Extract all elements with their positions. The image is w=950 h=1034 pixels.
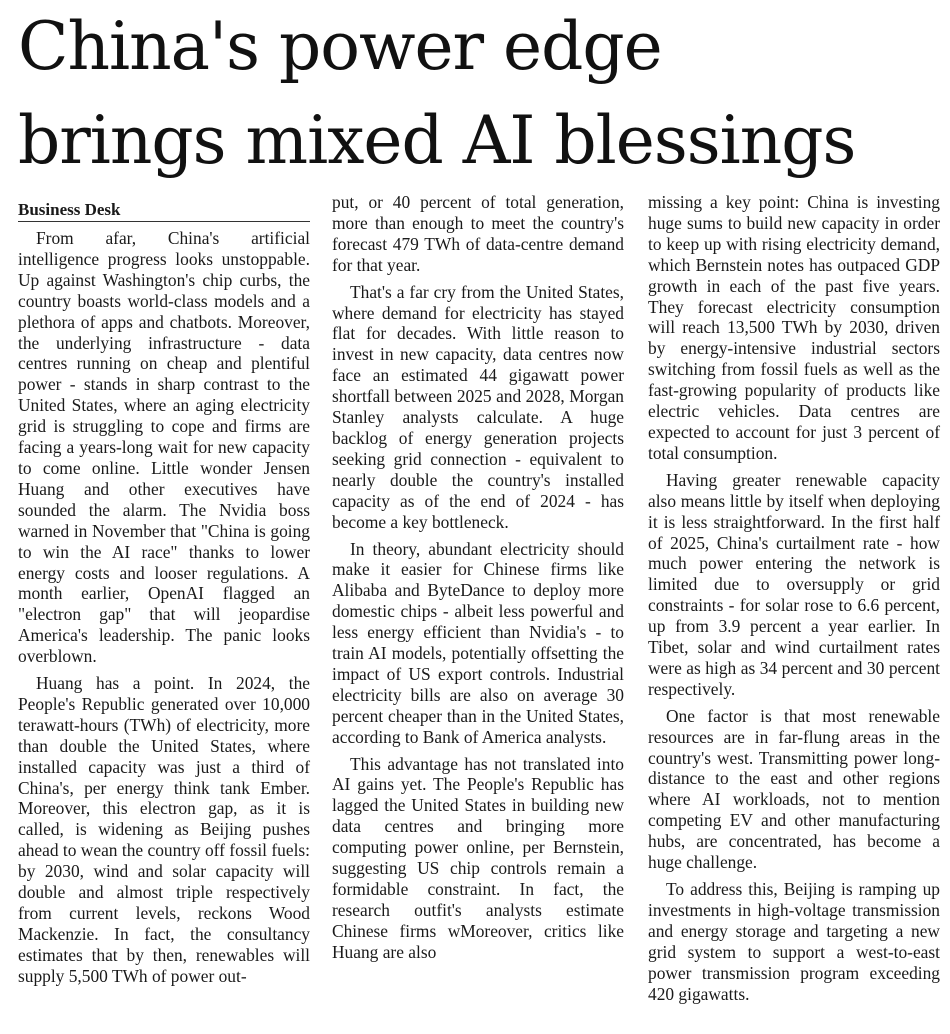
paragraph: That's a far cry from the United States, where demand for electricity has stayed flat for decades. With little reason to invest in new capacity, data centres now face an estimated 44 gigawatt power shortfall between 2025 and 2028, Morgan Stanley analysts calculate. A huge backlog of energy generation projects seeking grid connection - equivalent to nearly double the country's installed capacity as of the end of 2024 - has become a key bottleneck. [332,281,624,532]
paragraph: From afar, China's artificial intelligence progress looks unstoppable. Up against Washington's chip curbs, the country boasts world-class models and a plethora of apps and chatbots. Moreover, the underlying infrastructure - data centres running on cheap and plentiful power - stands in sharp contrast to the United States, where an aging electricity grid is struggling to cope and firms are facing a years-long wait for new capacity to come online. Little wonder Jensen Huang and other executives have sounded the alarm. The Nvidia boss warned in November that "China is going to win the AI race" thanks to lower energy costs and looser regulations. A month earlier, OpenAI flagged an "electron gap" that will jeopardise America's leadership. The panic looks overblown. [18,228,310,667]
article-column-1 [18,200,310,987]
paragraph-continued: put, or 40 percent of total generation, more than enough to meet the country's forecast 479 TWh of data-centre demand for that year. [332,192,624,275]
paragraph: This advantage has not translated into AI gains yet. The People's Republic has lagged the United States in building new data centres and bringing more computing power online, per Bernstein, suggesting US chip controls remain a formidable constraint. In fact, the research outfit's analysts estimate Chinese firms wMoreover, critics like Huang are also [332,753,624,962]
paragraph: To address this, Beijing is ramping up investments in high-voltage transmission and energy storage and targeting a new grid system to support a west-to-east power transmission program exceeding 420 gigawatts. [648,879,940,1004]
paragraph-continued: missing a key point: China is investing huge sums to build new capacity in order to keep up with rising electricity demand, which Bernstein notes has outpaced GDP growth in each of the past five years. They forecast electricity consumption will reach 13,500 TWh by 2030, driven by energy-intensive industrial sectors switching from fossil fuels as well as the fast-growing popularity of products like electric vehicles. Data centres are expected to account for just 3 percent of total consumption. [648,192,940,463]
paragraph: Having greater renewable capacity also means little by itself when deploying it is less straightforward. In the first half of 2025, China's curtailment rate - how much power entering the network is limited due to oversupply or grid constraints - for solar rose to 6.6 percent, up from 3.9 percent a year earlier. In Tibet, solar and wind curtailment rates were as high as 34 percent and 30 percent respectively. [648,469,940,699]
article-column-3 [648,192,940,1004]
paragraph: Huang has a point. In 2024, the People's Republic generated over 10,000 terawatt-hours (TWh) of electricity, more than double the United States, where installed capacity was just a third of China's, per energy think tank Ember. Moreover, this electron gap, as it is called, is widening as Beijing pushes ahead to wean the country off fossil fuels: by 2030, wind and solar capacity will double and almost triple respectively from current levels, reckons Wood Mackenzie. In fact, the consultancy estimates that by then, renewables will supply 5,500 TWh of power out- [18,673,310,986]
headline-line-1: China's power edge [18,8,662,85]
headline [18,0,948,188]
paragraph: In theory, abundant electricity should make it easier for Chinese firms like Alibaba and ByteDance to deploy more domestic chips - albeit less powerful and less energy efficient than Nvidia's - to train AI models, potentially offsetting the impact of US export controls. Industrial electricity bills are also on average 30 percent cheaper than in the United States, according to Bank of America analysts. [332,538,624,747]
headline-line-2: brings mixed AI blessings [18,102,856,179]
byline-desk: Business Desk [18,200,310,222]
paragraph: One factor is that most renewable resources are in far-flung areas in the country's west. Transmitting power long-distance to the east and other regions where AI workloads, not to mention competing EV and other manufacturing hubs, are concentrated, has become a huge challenge. [648,705,940,873]
article-column-2 [332,192,624,963]
